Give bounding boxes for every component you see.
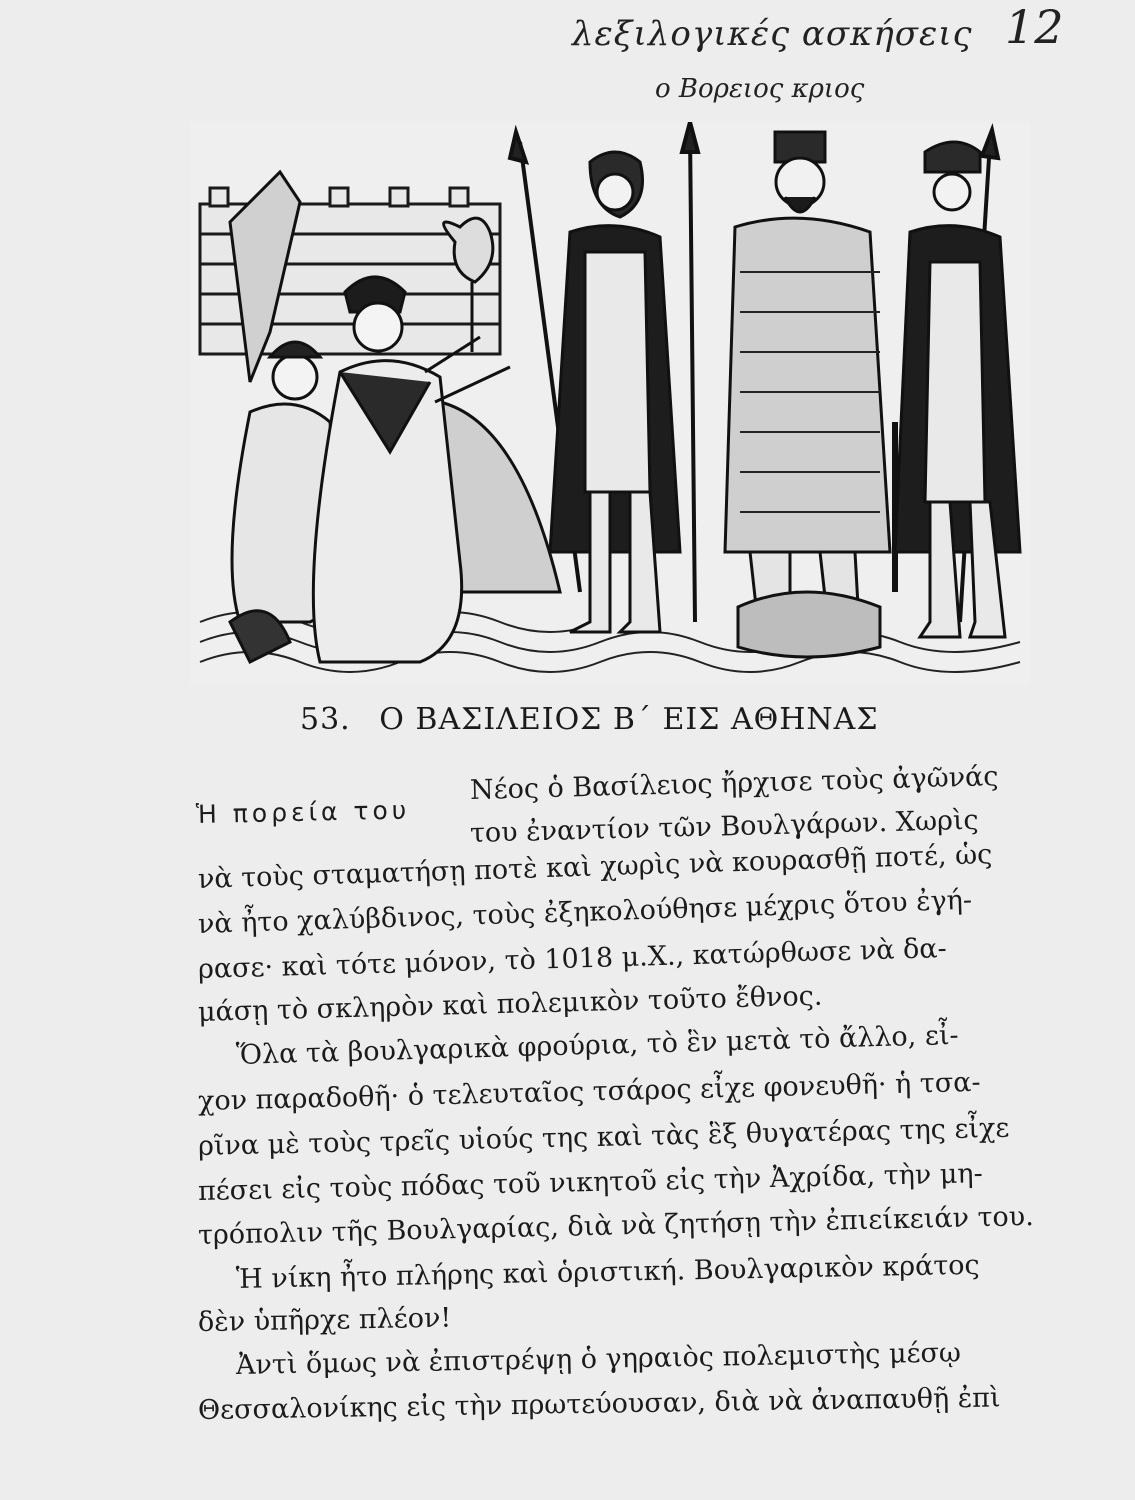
body-line: πέσει εἰς τοὺς πόδας τοῦ νικητοῦ εἰς τὴν Ἀχρίδα, τὴν μη- bbox=[197, 1158, 984, 1207]
body-line: Ὅλα τὰ βουλγαρικὰ φρούρια, τὸ ἓν μετὰ τὸ ἄλλο, εἶ- bbox=[235, 1019, 959, 1071]
body-line: του ἐναντίον τῶν Βουλγάρων. Χωρὶς bbox=[469, 804, 979, 849]
body-line: ρῖνα μὲ τοὺς τρεῖς υἱούς της καὶ τὰς ἓξ θυγατέρας της εἶχε bbox=[197, 1112, 1010, 1162]
handwritten-page-number: 12 bbox=[1005, 0, 1064, 54]
body-line: χον παραδοθῆ· ὁ τελευταῖος τσάρος εἶχε φονευθῆ· ἡ τσα- bbox=[197, 1066, 981, 1117]
handwritten-note-1: λεξιλογικές ασκήσεις bbox=[572, 14, 973, 54]
margin-title: Ἡ πορεία του bbox=[195, 795, 411, 829]
chapter-number: 53. bbox=[300, 702, 351, 737]
chapter-heading bbox=[300, 702, 940, 737]
body-line: Ἀντὶ ὅμως νὰ ἐπιστρέψῃ ὁ γηραιὸς πολεμιστὴς μέσῳ bbox=[235, 1337, 962, 1381]
body-line: τρόπολιν τῆς Βουλγαρίας, διὰ νὰ ζητήσῃ τὴν ἐπιείκειάν του. bbox=[197, 1201, 1035, 1251]
body-line: μάσῃ τὸ σκληρὸν καὶ πολεμικὸν τοῦτο ἔθνος. bbox=[197, 980, 823, 1028]
woodcut-illustration-icon bbox=[190, 122, 1030, 684]
body-line: ρασε· καὶ τότε μόνον, τὸ 1018 μ.Χ., κατώρθωσε νὰ δα- bbox=[197, 933, 948, 985]
handwritten-note-2: ο Βορειος κριος bbox=[655, 74, 865, 104]
chapter-title: Ο ΒΑΣΙΛΕΙΟΣ Β΄ ΕΙΣ ΑΘΗΝΑΣ bbox=[379, 702, 879, 737]
body-line: Νέος ὁ Βασίλειος ἤρχισε τοὺς ἀγῶνάς bbox=[469, 761, 999, 806]
body-line: δὲν ὑπῆρχε πλέον! bbox=[197, 1302, 452, 1338]
body-line: Ἡ νίκη ἦτο πλήρης καὶ ὁριστική. Βουλγαρικὸν κράτος bbox=[235, 1249, 980, 1295]
body-line: νὰ τοὺς σταματήσῃ ποτὲ καὶ χωρὶς νὰ κουρασθῇ ποτέ, ὡς bbox=[197, 839, 993, 895]
body-line: νὰ ἦτο χαλύβδινος, τοὺς ἐξηκολούθησε μέχρις ὅτου ἐγή- bbox=[197, 884, 973, 940]
body-line: Θεσσαλονίκης εἰς τὴν πρωτεύουσαν, διὰ νὰ ἀναπαυθῇ ἐπὶ bbox=[197, 1382, 1001, 1426]
